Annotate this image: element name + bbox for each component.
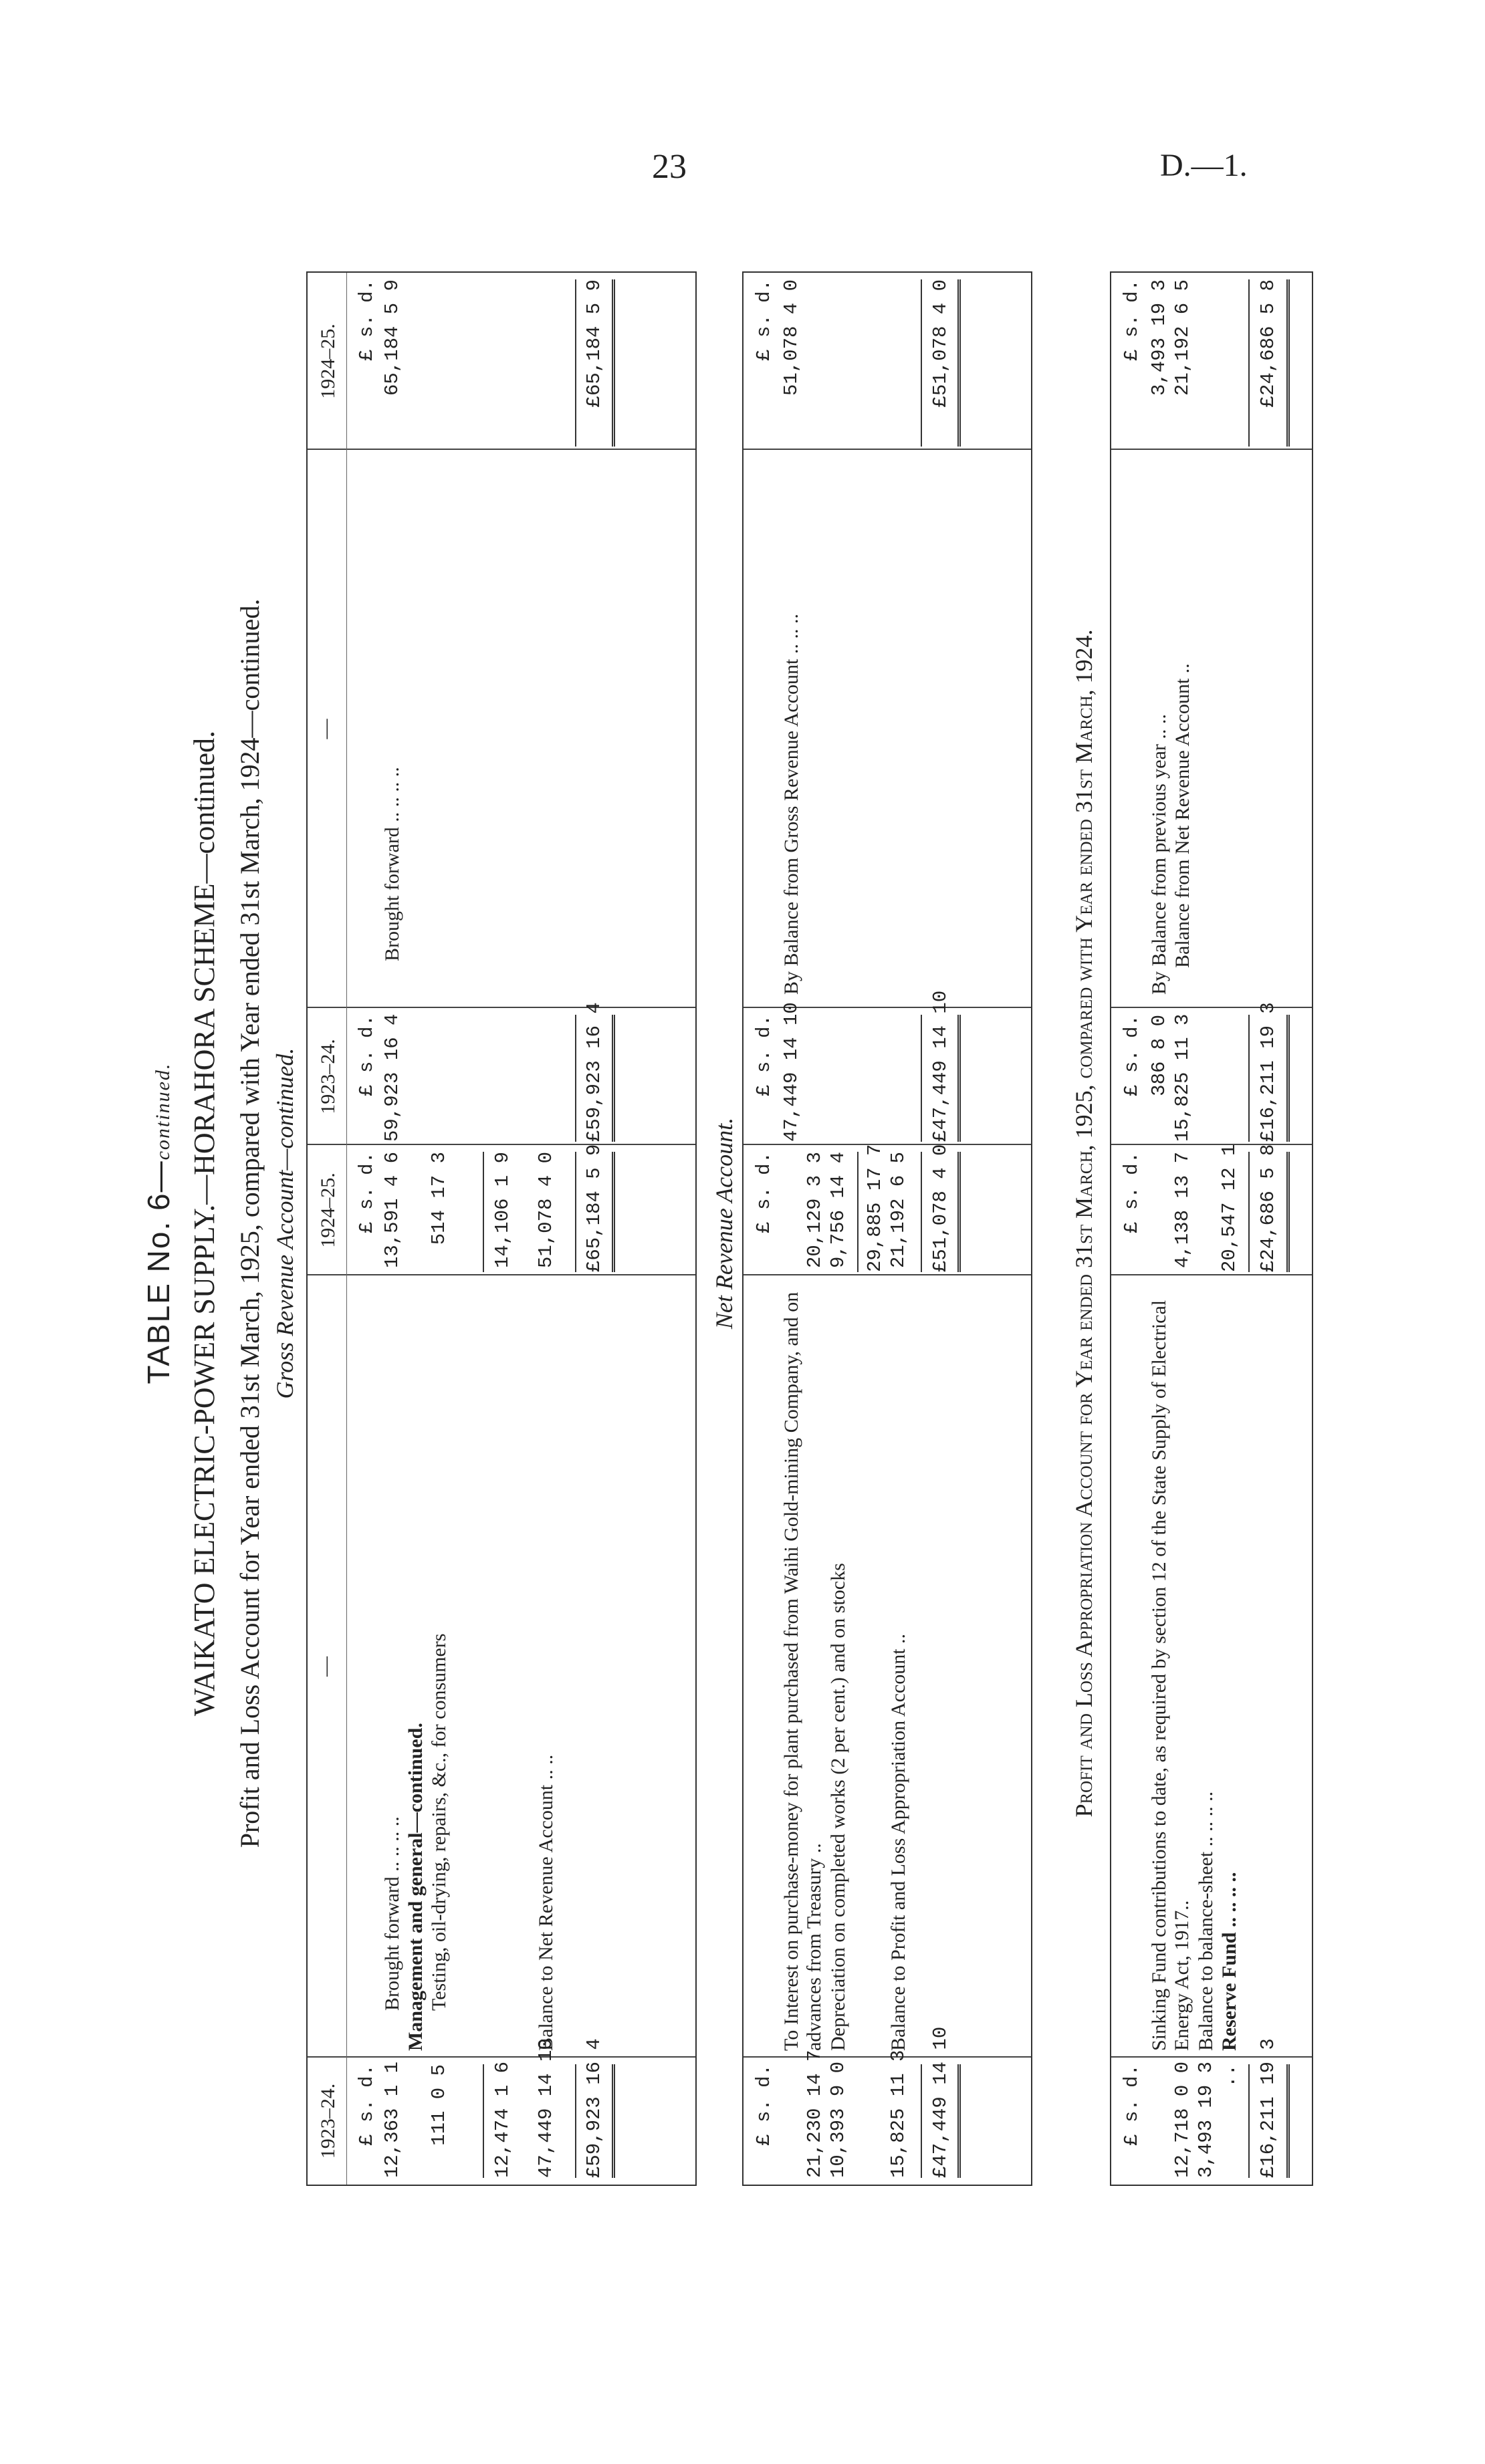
rotated-table-sheet — [134, 221, 1337, 2226]
cell: 111 0 5 — [428, 2064, 450, 2146]
cell: 59,923 16 4 — [381, 1013, 403, 1142]
units: £ s. d. — [753, 1152, 775, 1233]
cell: 65,184 5 9 — [381, 279, 403, 396]
total: £16,211 19 3 — [1257, 1002, 1279, 1142]
document-reference: D.—1. — [1160, 148, 1248, 183]
cell: 3,493 19 3 — [1148, 279, 1170, 396]
cell: 10,393 9 0 — [827, 2061, 849, 2178]
cell: 51,078 4 0 — [780, 279, 802, 396]
cell: .. — [1218, 2064, 1240, 2088]
row-label: Testing, oil-drying, repairs, &c., for consumers — [428, 1633, 450, 2011]
appropriation-title: Profit and Loss Appropriation Account for Year ended 31st March, 1925, compared with Year ended 31st March, 1924. — [1070, 629, 1097, 1818]
row-label: Brought forward .. .. .. .. — [381, 1816, 403, 2011]
net-revenue-table — [742, 271, 1032, 2186]
cell: 9,756 14 4 — [827, 1152, 849, 1269]
units: £ s. d. — [356, 1015, 378, 1096]
cell: 514 17 3 — [428, 1152, 450, 1245]
gross-revenue-title: Gross Revenue Account—continued. — [271, 1048, 298, 1399]
units: £ s. d. — [1121, 2064, 1143, 2146]
total: £47,449 14 10 — [929, 2026, 951, 2178]
units: £ s. d. — [356, 1152, 378, 1233]
row-label: Balance to Net Revenue Account .. .. — [535, 1754, 557, 2051]
col-1923-24: 1923–24. — [317, 2083, 339, 2159]
table-number-title: TABLE No. 6—continued. — [141, 1062, 176, 1384]
row-label: Balance to Profit and Loss Appropriation Account .. — [887, 1633, 909, 2051]
cell: 13,591 4 6 — [381, 1152, 403, 1269]
row-label: Reserve Fund .. .. .. .. — [1218, 1872, 1240, 2051]
gross-revenue-table — [306, 271, 697, 2186]
row-label: By Balance from previous year .. .. — [1148, 714, 1170, 995]
units: £ s. d. — [356, 2064, 378, 2146]
total: £24,686 5 8 — [1257, 1144, 1279, 1272]
units: £ s. d. — [753, 1015, 775, 1096]
units: £ s. d. — [356, 279, 378, 361]
total: £51,078 4 0 — [929, 279, 951, 408]
units: £ s. d. — [1121, 279, 1143, 361]
cell: 47,449 14 10 — [780, 1002, 802, 1142]
col-1924-25: 1924–25. — [317, 1173, 339, 1248]
col-1924-25-right: 1924–25. — [317, 324, 339, 399]
page-header — [0, 147, 1485, 187]
total: £59,923 16 4 — [583, 2038, 605, 2178]
account-title: Profit and Loss Account for Year ended 31st March, 1925, compared with Year ended 31st March, 1924—continued. — [235, 598, 265, 1848]
total: £65,184 5 9 — [583, 279, 605, 408]
cell: 21,192 6 5 — [1171, 279, 1193, 396]
total: £16,211 19 3 — [1257, 2038, 1279, 2178]
total: £65,184 5 9 — [583, 1144, 605, 1272]
scheme-title: WAIKATO ELECTRIC-POWER SUPPLY.—HORAHORA SCHEME—continued. — [188, 730, 221, 1717]
cell: 12,474 1 6 — [491, 2061, 513, 2178]
total: £51,078 4 0 — [929, 1144, 951, 1272]
cell: 20,547 12 1 — [1218, 1144, 1240, 1272]
cell: 21,192 6 5 — [887, 1152, 909, 1269]
row-label: By Balance from Gross Revenue Account .. .. .. — [780, 614, 802, 995]
units: £ s. d. — [753, 279, 775, 361]
net-revenue-title: Net Revenue Account. — [711, 1117, 737, 1330]
row-label: Balance from Net Revenue Account .. — [1171, 663, 1193, 968]
cell: 47,449 14 10 — [535, 2038, 557, 2178]
total: £59,923 16 4 — [583, 1002, 605, 1142]
total: £47,449 14 10 — [929, 990, 951, 1142]
cell: 20,129 3 3 — [804, 1152, 826, 1269]
cell: 12,363 1 1 — [381, 2061, 403, 2178]
cell: 15,825 11 3 — [1171, 1013, 1193, 1142]
row-label: Sinking Fund contributions to date, as required by section 12 of the State Supply of Electrical Energy Act, 1917.. — [1148, 1300, 1193, 2051]
cell: 51,078 4 0 — [535, 1152, 557, 1269]
page-number: 23 — [652, 148, 687, 186]
cell: 12,718 0 0 — [1171, 2061, 1193, 2178]
units: £ s. d. — [753, 2064, 775, 2146]
row-label: Depreciation on completed works (2 per cent.) and on stocks — [827, 1563, 849, 2051]
units: £ s. d. — [1121, 1015, 1143, 1096]
cell: 386 8 0 — [1148, 1015, 1170, 1096]
cell: 14,106 1 9 — [491, 1152, 513, 1269]
row-label: Brought forward .. .. .. .. — [381, 767, 403, 961]
cell: 15,825 11 3 — [887, 2050, 909, 2178]
cell: 4,138 13 7 — [1171, 1152, 1193, 1269]
appropriation-table — [1110, 271, 1313, 2186]
row-label: Balance to balance-sheet .. .. .. .. — [1195, 1791, 1217, 2051]
col-dash-right: — — [314, 719, 336, 739]
units: £ s. d. — [1121, 1152, 1143, 1233]
row-label: Management and general—continued. — [405, 1723, 427, 2051]
total: £24,686 5 8 — [1257, 279, 1279, 408]
cell: 29,885 17 7 — [864, 1144, 886, 1272]
col-dash: — — [314, 1656, 336, 1677]
row-label: To Interest on purchase-money for plant purchased from Waihi Gold-mining Company, and on advances from Treasury .. — [780, 1291, 825, 2051]
cell: 21,230 14 7 — [804, 2050, 826, 2178]
cell: 3,493 19 3 — [1195, 2061, 1217, 2178]
col-1923-24-right: 1923–24. — [317, 1039, 339, 1114]
